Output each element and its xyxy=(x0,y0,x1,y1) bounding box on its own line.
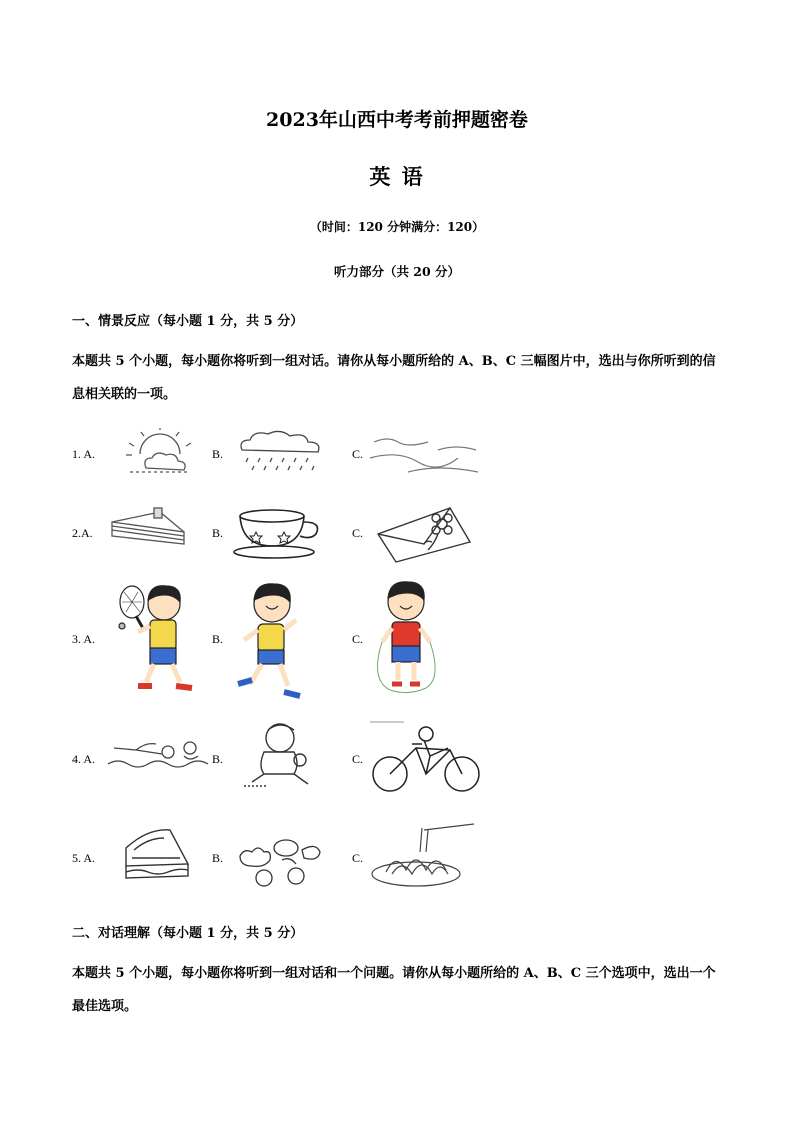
jump-rope-boy-icon xyxy=(368,576,444,700)
q2-label-b: B. xyxy=(212,526,224,540)
q2-label-a: 2.A. xyxy=(72,526,93,540)
vegetables-icon xyxy=(234,830,326,888)
exam-title: 2023年山西中考考前押题密卷 xyxy=(266,109,528,131)
flower-card-icon xyxy=(372,504,476,564)
q3-label-b: B. xyxy=(212,632,224,646)
time-info: （时间：120 分钟满分：120） xyxy=(309,220,485,234)
q5-label-b: B. xyxy=(212,851,224,865)
q3-label-a: 3. A. xyxy=(72,632,96,646)
cyclist-icon xyxy=(368,718,484,794)
q5-label-a: 5. A. xyxy=(72,851,96,865)
noodles-icon xyxy=(366,822,480,890)
q1-label-a: 1. A. xyxy=(72,447,96,461)
swimming-icon xyxy=(106,734,212,774)
q4-label-a: 4. A. xyxy=(72,752,96,766)
soccer-player-icon xyxy=(238,720,318,790)
q1-label-b: B. xyxy=(212,447,224,461)
listening-part-title: 听力部分（共 20 分） xyxy=(333,264,461,279)
cake-icon xyxy=(108,506,190,550)
q4-label-b: B. xyxy=(212,752,224,766)
subject-title: 英 语 xyxy=(369,164,425,189)
q4-label-c: C. xyxy=(352,752,364,766)
section1-instructions: 本题共 5 个小题，每小题你将听到一组对话。请你从每小题所给的 A、B、C 三幅图片中，选出与你所听到的信息相关联的一项。 xyxy=(72,354,716,402)
sandwich-icon xyxy=(118,828,194,888)
section2-heading: 二、对话理解（每小题 1 分，共 5 分） xyxy=(72,926,304,941)
section1-heading: 一、情景反应（每小题 1 分，共 5 分） xyxy=(72,314,304,329)
sun-cloud-icon xyxy=(120,428,200,476)
q1-label-c: C. xyxy=(352,447,364,461)
wind-icon xyxy=(368,428,483,480)
q3-label-c: C. xyxy=(352,632,364,646)
section2-instructions: 本题共 5 个小题，每小题你将听到一组对话和一个问题。请你从每小题所给的 A、B、C 三个选项中，选出一个最佳选项。 xyxy=(72,966,716,1014)
rain-cloud-icon xyxy=(234,428,326,478)
tennis-boy-icon xyxy=(116,582,206,698)
q5-label-c: C. xyxy=(352,851,364,865)
q2-label-c: C. xyxy=(352,526,364,540)
running-boy-icon xyxy=(230,580,310,702)
teacup-icon xyxy=(232,508,324,560)
